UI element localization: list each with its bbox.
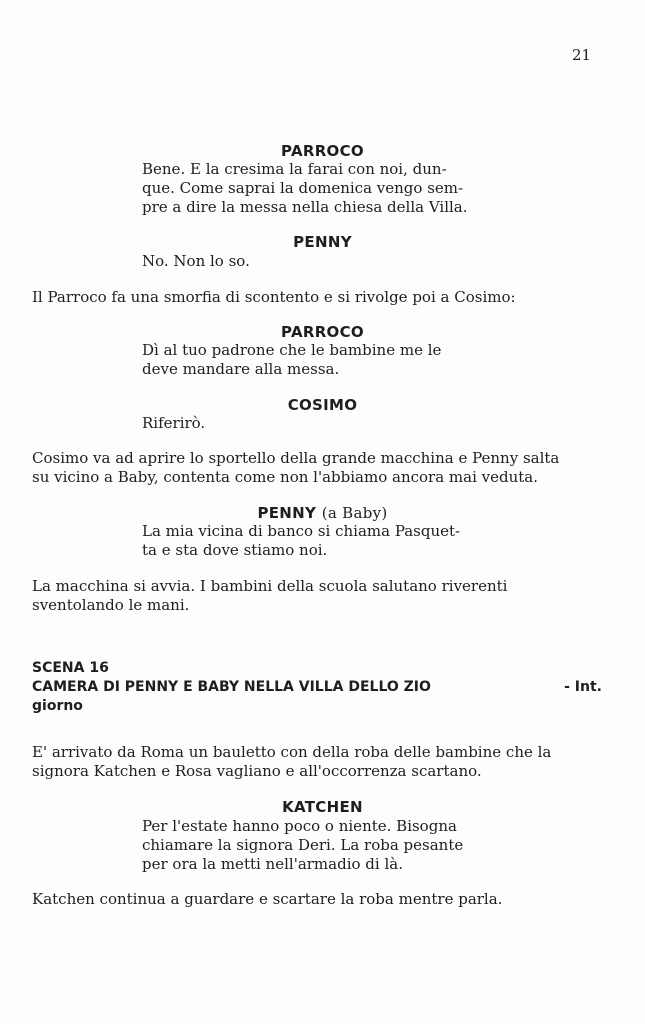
character-cue-penny: [0, 504, 645, 522]
dialogue-line: Riferirò.: [142, 414, 206, 432]
action-line: Cosimo va ad aprire lo sportello della grande macchina e Penny salta: [32, 449, 560, 467]
character-name-parroco: PARROCO: [281, 323, 364, 341]
character-name-penny: PENNY: [293, 233, 352, 251]
scene-int: - Int.: [564, 679, 602, 695]
scene-slugline: [32, 678, 602, 697]
dialogue-line: deve mandare alla messa.: [142, 360, 340, 378]
character-name-cosimo: COSIMO: [287, 396, 358, 414]
dialogue-line: pre a dire la messa nella chiesa della Villa.: [142, 198, 468, 216]
scene-heading: [32, 659, 602, 716]
action-line: La macchina si avvia. I bambini della scuola salutano riverenti: [32, 577, 508, 595]
character-name-penny: PENNY: [257, 504, 317, 522]
action-3: [32, 577, 607, 615]
parenthetical: (a Baby): [321, 504, 388, 522]
dialogue-line: chiamare la signora Deri. La roba pesante: [142, 836, 464, 854]
action-1: [32, 288, 607, 307]
scene-time: giorno: [32, 698, 83, 714]
dialogue-line: ta e sta dove stiamo noi.: [142, 541, 328, 559]
dialogue-katchen-1: [142, 817, 502, 874]
dialogue-line: La mia vicina di banco si chiama Pasquet-: [142, 522, 461, 540]
dialogue-line: per ora la metti nell'armadio di là.: [142, 855, 403, 873]
scene-number: SCENA 16: [32, 660, 109, 676]
action-4: [32, 743, 607, 781]
dialogue-line: No. Non lo so.: [142, 252, 250, 270]
action-5: [32, 890, 607, 909]
action-2: [32, 449, 607, 487]
dialogue-line: Dì al tuo padrone che le bambine me le: [142, 341, 442, 359]
dialogue-line: Bene. E la cresima la farai con noi, dun-: [142, 160, 447, 178]
action-line: Katchen continua a guardare e scartare la roba mentre parla.: [32, 890, 503, 908]
action-line: signora Katchen e Rosa vagliano e all'occorrenza scartano.: [32, 762, 482, 780]
page-number: 21: [572, 46, 592, 64]
action-line: sventolando le mani.: [32, 596, 190, 614]
action-line: su vicino a Baby, contenta come non l'abbiamo ancora mai veduta.: [32, 468, 539, 486]
character-name-parroco: PARROCO: [281, 142, 364, 160]
dialogue-penny-2: [142, 522, 502, 560]
dialogue-parroco-1: [142, 160, 502, 217]
dialogue-penny-1: [142, 252, 502, 271]
action-line: E' arrivato da Roma un bauletto con della roba delle bambine che la: [32, 743, 552, 761]
action-line: Il Parroco fa una smorfia di scontento e si rivolge poi a Cosimo:: [32, 288, 516, 306]
dialogue-line: que. Come saprai la domenica vengo sem-: [142, 179, 464, 197]
dialogue-line: Per l'estate hanno poco o niente. Bisogna: [142, 817, 457, 835]
scene-location: CAMERA DI PENNY E BABY NELLA VILLA DELLO ZIO: [32, 679, 431, 695]
character-name-katchen: KATCHEN: [282, 798, 363, 816]
dialogue-cosimo-1: [142, 414, 502, 433]
dialogue-parroco-2: [142, 341, 502, 379]
